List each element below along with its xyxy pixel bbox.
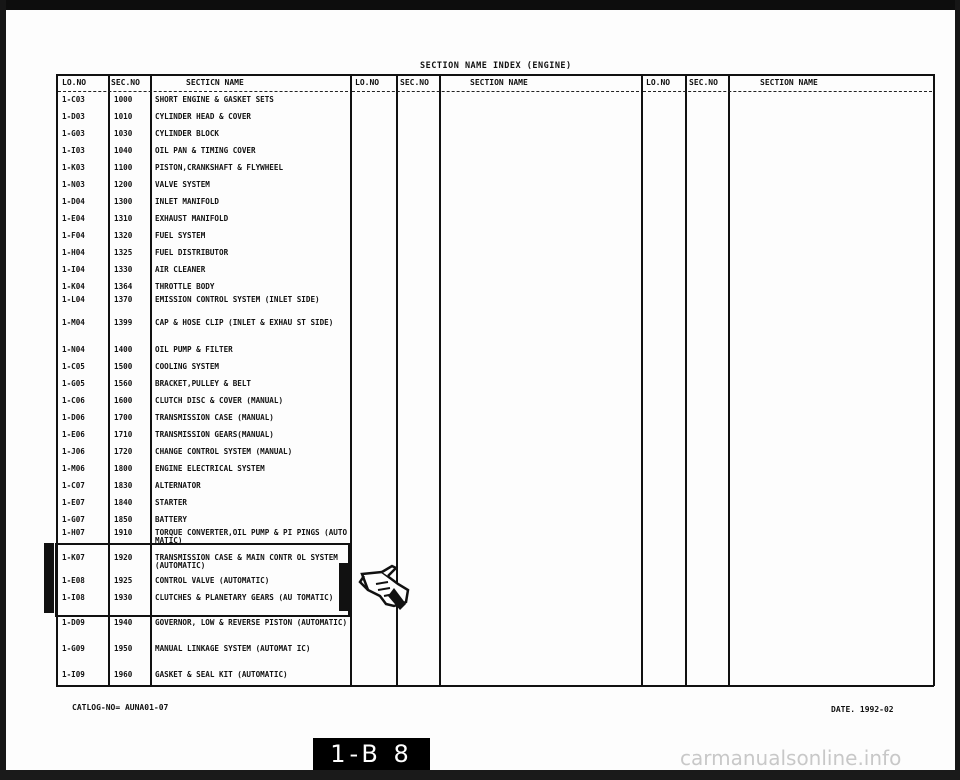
lo-no-cell: 1-D03	[62, 112, 85, 121]
highlight-right-bar	[339, 563, 350, 611]
section-name-cell: CYLINDER HEAD & COVER	[155, 112, 252, 121]
section-name-cell: MANUAL LINKAGE SYSTEM (AUTOMAT IC)	[155, 644, 311, 653]
lo-no-cell: 1-G05	[62, 379, 85, 388]
section-name-cell: EMISSION CONTROL SYSTEM (INLET SIDE)	[155, 295, 320, 304]
header-sec-no: SEC.NO	[111, 78, 140, 87]
sec-no-cell: 1910	[114, 528, 133, 537]
section-name-cell: THROTTLE BODY	[155, 282, 215, 291]
section-name-cell: BATTERY	[155, 515, 188, 524]
sec-no-cell: 1710	[114, 430, 133, 439]
section-name-cell: OIL PAN & TIMING COVER	[155, 146, 256, 155]
lo-no-cell: 1-C06	[62, 396, 85, 405]
lo-no-cell: 1-L04	[62, 295, 85, 304]
sec-no-cell: 1400	[114, 345, 133, 354]
lo-no-cell: 1-E08	[62, 576, 85, 585]
sec-no-cell: 1925	[114, 576, 133, 585]
sec-no-cell: 1200	[114, 180, 133, 189]
lo-no-cell: 1-N03	[62, 180, 85, 189]
section-name-cell: EXHAUST MANIFOLD	[155, 214, 229, 223]
sec-no-cell: 1399	[114, 318, 133, 327]
col-divider	[439, 74, 441, 686]
lo-no-cell: 1-I08	[62, 593, 85, 602]
sec-no-cell: 1560	[114, 379, 133, 388]
header-separator	[643, 91, 932, 92]
current-page-marker	[44, 543, 54, 613]
sec-no-cell: 1950	[114, 644, 133, 653]
col-divider	[350, 74, 352, 686]
section-name-cell: GOVERNOR, LOW & REVERSE PISTON (AUTOMATIC)	[155, 618, 348, 627]
header-sec-no-3: SEC.NO	[689, 78, 718, 87]
lo-no-cell: 1-M04	[62, 318, 85, 327]
table-top-border	[56, 74, 934, 76]
header-lo-no-3: LO.NO	[646, 78, 671, 87]
section-name-cell: TRANSMISSION GEARS(MANUAL)	[155, 430, 274, 439]
page-title: SECTION NAME INDEX (ENGINE)	[420, 61, 572, 71]
section-name-cell: CAP & HOSE CLIP (INLET & EXHAU ST SIDE)	[155, 318, 334, 327]
lo-no-cell: 1-M06	[62, 464, 85, 473]
section-name-cell: PISTON,CRANKSHAFT & FLYWHEEL	[155, 163, 284, 172]
sec-no-cell: 1920	[114, 553, 133, 562]
header-lo-no-2: LO.NO	[355, 78, 380, 87]
sec-no-cell: 1370	[114, 295, 133, 304]
catalog-date: DATE. 1992-02	[831, 705, 894, 714]
lo-no-cell: 1-I04	[62, 265, 85, 274]
sec-no-cell: 1364	[114, 282, 133, 291]
scan-border-left	[0, 0, 6, 780]
sec-no-cell: 1500	[114, 362, 133, 371]
section-name-cell: TORQUE CONVERTER,OIL PUMP & PI PINGS (AUTOMATIC)	[155, 528, 348, 545]
section-name-cell: VALVE SYSTEM	[155, 180, 210, 189]
lo-no-cell: 1-N04	[62, 345, 85, 354]
lo-no-cell: 1-G03	[62, 129, 85, 138]
section-name-cell: AIR CLEANER	[155, 265, 206, 274]
sec-no-cell: 1800	[114, 464, 133, 473]
scan-border-top	[0, 0, 960, 10]
col-divider	[728, 74, 730, 686]
table-right-border	[933, 74, 935, 686]
sec-no-cell: 1010	[114, 112, 133, 121]
section-name-cell: CYLINDER BLOCK	[155, 129, 220, 138]
lo-no-cell: 1-C03	[62, 95, 85, 104]
header-section-name: SECTICN NAME	[186, 78, 244, 87]
scan-border-bottom	[0, 770, 960, 780]
lo-no-cell: 1-D06	[62, 413, 85, 422]
page-number-badge: 1-B 8	[313, 738, 430, 770]
section-name-cell: FUEL SYSTEM	[155, 231, 206, 240]
section-name-cell: OIL PUMP & FILTER	[155, 345, 233, 354]
header-sec-no-2: SEC.NO	[400, 78, 429, 87]
section-name-cell: SHORT ENGINE & GASKET SETS	[155, 95, 274, 104]
sec-no-cell: 1300	[114, 197, 133, 206]
section-name-cell: GASKET & SEAL KIT (AUTOMATIC)	[155, 670, 288, 679]
sec-no-cell: 1600	[114, 396, 133, 405]
section-name-cell: STARTER	[155, 498, 188, 507]
section-name-cell: ENGINE ELECTRICAL SYSTEM	[155, 464, 265, 473]
lo-no-cell: 1-K03	[62, 163, 85, 172]
lo-no-cell: 1-E06	[62, 430, 85, 439]
sec-no-cell: 1030	[114, 129, 133, 138]
sec-no-cell: 1840	[114, 498, 133, 507]
catalog-number: CATLOG-NO= AUNA01-07	[72, 703, 169, 712]
section-name-cell: BRACKET,PULLEY & BELT	[155, 379, 252, 388]
watermark-text: carmanualsonline.info	[680, 746, 902, 770]
pointing-hand-icon	[358, 560, 412, 614]
lo-no-cell: 1-F04	[62, 231, 85, 240]
lo-no-cell: 1-C05	[62, 362, 85, 371]
sec-no-cell: 1310	[114, 214, 133, 223]
header-section-name-2: SECTION NAME	[470, 78, 528, 87]
section-name-cell: ALTERNATOR	[155, 481, 201, 490]
lo-no-cell: 1-K04	[62, 282, 85, 291]
sec-no-cell: 1940	[114, 618, 133, 627]
sec-no-cell: 1325	[114, 248, 133, 257]
lo-no-cell: 1-G07	[62, 515, 85, 524]
lo-no-cell: 1-E07	[62, 498, 85, 507]
sec-no-cell: 1330	[114, 265, 133, 274]
section-name-cell: FUEL DISTRIBUTOR	[155, 248, 229, 257]
section-name-cell: TRANSMISSION CASE (MANUAL)	[155, 413, 274, 422]
sec-no-cell: 1000	[114, 95, 133, 104]
lo-no-cell: 1-D04	[62, 197, 85, 206]
lo-no-cell: 1-H04	[62, 248, 85, 257]
lo-no-cell: 1-G09	[62, 644, 85, 653]
col-divider	[685, 74, 687, 686]
lo-no-cell: 1-C07	[62, 481, 85, 490]
scan-border-right	[955, 0, 960, 780]
lo-no-cell: 1-K07	[62, 553, 85, 562]
sec-no-cell: 1700	[114, 413, 133, 422]
sec-no-cell: 1100	[114, 163, 133, 172]
sec-no-cell: 1850	[114, 515, 133, 524]
header-separator	[352, 91, 639, 92]
header-lo-no: LO.NO	[62, 78, 87, 87]
sec-no-cell: 1930	[114, 593, 133, 602]
section-name-cell: CHANGE CONTROL SYSTEM (MANUAL)	[155, 447, 293, 456]
sec-no-cell: 1040	[114, 146, 133, 155]
section-name-cell: COOLING SYSTEM	[155, 362, 220, 371]
section-name-cell: CLUTCH DISC & COVER (MANUAL)	[155, 396, 284, 405]
section-name-cell: INLET MANIFOLD	[155, 197, 220, 206]
table-bottom-border	[56, 685, 934, 687]
sec-no-cell: 1320	[114, 231, 133, 240]
lo-no-cell: 1-E04	[62, 214, 85, 223]
lo-no-cell: 1-I03	[62, 146, 85, 155]
section-name-cell: CLUTCHES & PLANETARY GEARS (AU TOMATIC)	[155, 593, 334, 602]
header-section-name-3: SECTION NAME	[760, 78, 818, 87]
section-name-cell: CONTROL VALVE (AUTOMATIC)	[155, 576, 270, 585]
lo-no-cell: 1-I09	[62, 670, 85, 679]
lo-no-cell: 1-H07	[62, 528, 85, 537]
sec-no-cell: 1720	[114, 447, 133, 456]
section-name-cell: TRANSMISSION CASE & MAIN CONTR OL SYSTEM (AUTOMATIC)	[155, 553, 343, 570]
sec-no-cell: 1830	[114, 481, 133, 490]
col-divider	[641, 74, 643, 686]
lo-no-cell: 1-J06	[62, 447, 85, 456]
lo-no-cell: 1-D09	[62, 618, 85, 627]
header-separator	[58, 91, 348, 92]
sec-no-cell: 1960	[114, 670, 133, 679]
